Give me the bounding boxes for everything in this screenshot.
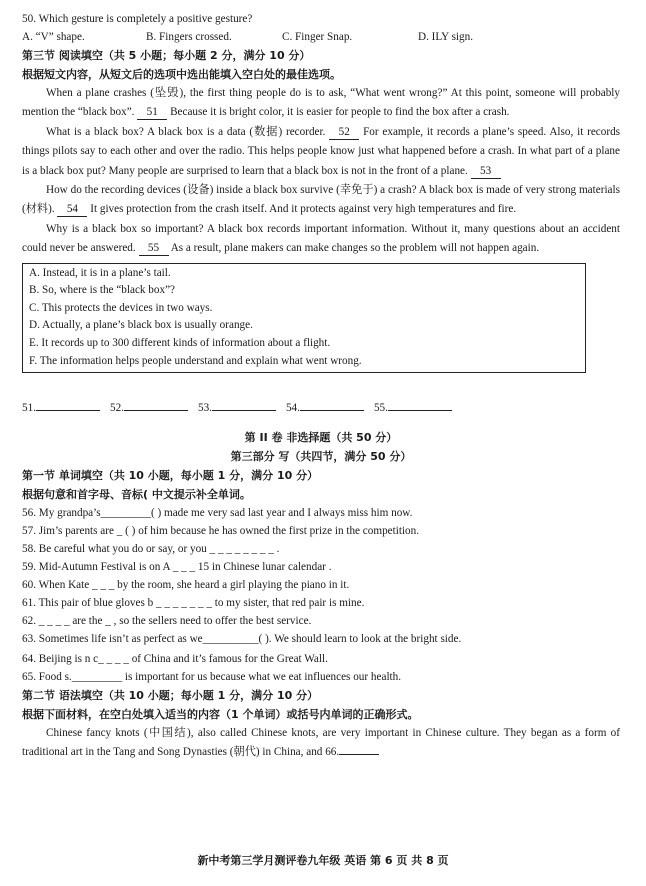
options-box: [22, 263, 586, 374]
question-60[interactable]: 60. When Kate _ _ _ by the room, she heard a girl playing the piano in it.: [22, 579, 350, 592]
q50-option-a[interactable]: A. “V” shape.: [22, 31, 85, 43]
option-c: C. This protects the devices in two ways.: [29, 301, 213, 314]
answer-54[interactable]: 54.: [286, 399, 364, 414]
q50-options: [22, 28, 620, 46]
section3-heading: 第三节 阅读填空（共 5 小题；每小题 2 分，满分 10 分）: [22, 49, 311, 62]
answer-51[interactable]: 51.: [22, 399, 100, 414]
answer-52[interactable]: 52.: [110, 399, 188, 414]
page-footer: 新中考第三学月测评卷九年级 英语 第 6 页 共 8 页: [197, 854, 449, 867]
option-b: B. So, where is the “black box”?: [29, 284, 176, 297]
option-f: F. The information helps people understand and explain what went wrong.: [29, 354, 362, 367]
blank-55[interactable]: 55: [139, 242, 169, 256]
question-58[interactable]: 58. Be careful what you do or say, or you _ _ _ _ _ _ _ _ .: [22, 543, 280, 556]
sec1-instruction: 根据句意和首字母、音标( 中文提示补全单词。: [22, 488, 251, 502]
sec1-heading: 第一节 单词填空（共 10 小题，每小题 1 分，满分 10 分）: [22, 469, 319, 483]
answer-row: [22, 399, 620, 414]
question-62[interactable]: 62. _ _ _ _ are the _ , so the sellers need to offer the best service.: [22, 615, 312, 628]
question-57[interactable]: 57. Jim’s parents are _ ( ) of him because he has owned the first prize in the competition.: [22, 525, 420, 538]
question-59[interactable]: 59. Mid-Autumn Festival is on A _ _ _ 15 in Chinese lunar calendar .: [22, 561, 332, 574]
passage-paragraph-4: Why is a black box so important? A black box records important information. Without it, many questions about an accident could never be answered. 55 As a result, plane makers can make changes so the problem will not happen again.: [22, 222, 620, 255]
sec2-instruction: 根据下面材料，在空白处填入适当的内容（1 个单词）或括号内单词的正确形式。: [22, 707, 419, 721]
question-63[interactable]: 63. Sometimes life isn’t as perfect as we__________( ). We should learn to look at the bright side.: [22, 633, 462, 646]
sec2-heading: 第二节 语法填空（共 10 小题；每小题 1 分，满分 10 分）: [22, 688, 319, 702]
option-a: A. Instead, it is in a plane’s tail.: [29, 266, 171, 279]
part2-title: 第 II 卷 非选择题（共 50 分）: [244, 431, 398, 445]
question-64[interactable]: 64. Beijing is n c_ _ _ _ of China and it’s famous for the Great Wall.: [22, 652, 328, 665]
passage-paragraph-3: How do the recording devices (设备) inside a black box survive (幸免于) a crash? A black box is made of very strong materials (材料). 54 It gives protection from the crash itself. And it protects against very high temperatures and fire.: [22, 184, 620, 216]
answer-53[interactable]: 53.: [198, 399, 276, 414]
passage-paragraph-5: Chinese fancy knots (中国结), also called Chinese knots, are very important in Chinese culture. They began as a form of traditional art in the Tang and Song Dynasties (朝代) in China, and 66.: [22, 726, 620, 759]
question-56[interactable]: 56. My grandpa’s_________( ) made me very sad last year and I always miss him now.: [22, 507, 413, 520]
q50-option-b[interactable]: B. Fingers crossed.: [146, 31, 232, 43]
part3-title: 第三部分 写（共四节，满分 50 分）: [230, 450, 412, 464]
q50-option-c[interactable]: C. Finger Snap.: [282, 31, 353, 43]
question-61[interactable]: 61. This pair of blue gloves b _ _ _ _ _ _ _ to my sister, that red pair is mine.: [22, 597, 365, 610]
q50-stem: 50. Which gesture is completely a positive gesture?: [22, 13, 253, 25]
blank-51[interactable]: 51: [137, 106, 167, 120]
option-d: D. Actually, a plane’s black box is usually orange.: [29, 319, 253, 332]
passage-paragraph-2: What is a black box? A black box is a data (数据) recorder. 52 For example, it records a plane’s speed. Also, it records things pilots say to each other and over the radio. This helps people know just what happened before a crash. In what part of a plane is a black box put? Many people are surprised to learn that a black box is not in the front of a plane. 53: [22, 125, 621, 177]
q50-option-d[interactable]: D. ILY sign.: [418, 31, 474, 43]
question-65[interactable]: 65. Food s._________ is important for us because what we eat influences our health.: [22, 670, 402, 683]
blank-54[interactable]: 54: [57, 203, 87, 217]
blank-52[interactable]: 52: [329, 126, 359, 140]
section3-instruction: 根据短文内容，从短文后的选项中选出能填入空白处的最佳选项。: [22, 68, 341, 81]
option-e: E. It records up to 300 different kinds of information about a flight.: [29, 337, 331, 350]
passage-paragraph-1: When a plane crashes (坠毁), the first thing people do is to ask, “What went wrong?” At this point, someone will probably mention the “black box”. 51 Because it is bright color, it is easier for people to find the box after a crash.: [22, 87, 620, 119]
blank-53[interactable]: 53: [471, 165, 501, 179]
blank-66[interactable]: [339, 754, 379, 755]
answer-55[interactable]: 55.: [374, 399, 452, 414]
